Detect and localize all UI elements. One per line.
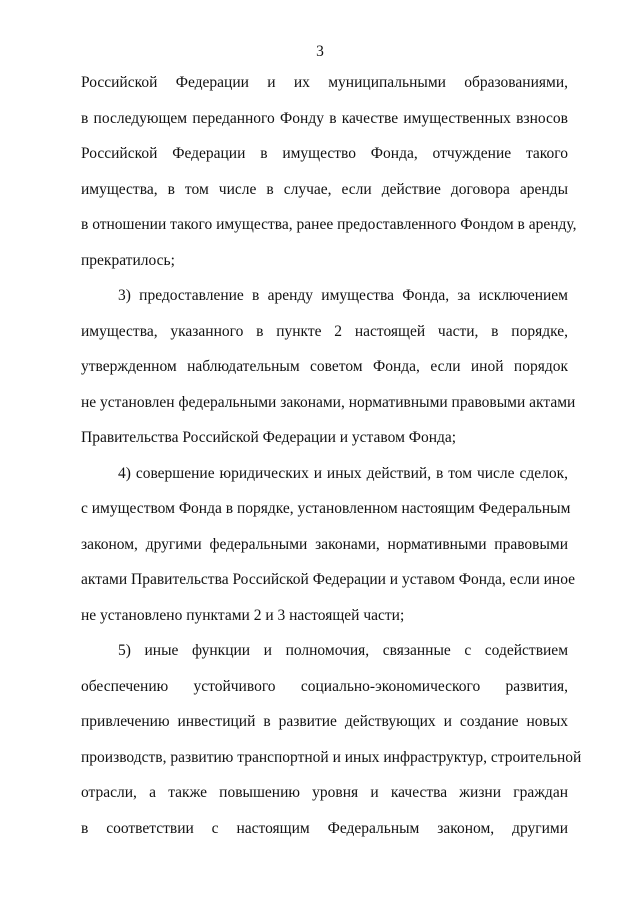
text-line: в последующем переданного Фонду в качестве имущественных взносов	[81, 110, 568, 127]
text-line: 3) предоставление в аренду имущества Фонда, за исключением	[118, 287, 568, 304]
text-line: обеспечению устойчивого социально-экономического развития,	[81, 678, 568, 695]
text-line: прекратилось;	[81, 252, 175, 269]
text-line: привлечению инвестиций в развитие действующих и создание новых	[81, 713, 568, 730]
text-line: законом, другими федеральными законами, нормативными правовыми	[81, 536, 568, 553]
text-line: отрасли, а также повышению уровня и качества жизни граждан	[81, 784, 568, 801]
text-line: не установлено пунктами 2 и 3 настоящей части;	[81, 607, 405, 624]
page-number: 3	[316, 43, 324, 60]
text-line: имущества, указанного в пункте 2 настоящей части, в порядке,	[81, 323, 568, 340]
text-line: не установлен федеральными законами, нормативными правовыми актами	[81, 394, 576, 411]
text-line: 4) совершение юридических и иных действий, в том числе сделок,	[118, 465, 568, 482]
text-line: 5) иные функции и полномочия, связанные с содействием	[118, 642, 568, 659]
text-line: актами Правительства Российской Федерации и уставом Фонда, если иное	[81, 571, 576, 588]
text-line: Правительства Российской Федерации и уставом Фонда;	[81, 429, 457, 446]
text-line: в соответствии с настоящим Федеральным законом, другими	[81, 820, 568, 837]
text-line: в отношении такого имущества, ранее предоставленного Фондом в аренду,	[81, 216, 577, 233]
text-line: с имуществом Фонда в порядке, установленном настоящим Федеральным	[81, 500, 571, 517]
text-line: имущества, в том числе в случае, если действие договора аренды	[81, 181, 568, 198]
text-line: утвержденном наблюдательным советом Фонда, если иной порядок	[81, 358, 568, 375]
text-line: Российской Федерации в имущество Фонда, отчуждение такого	[81, 145, 568, 162]
text-line: Российской Федерации и их муниципальными образованиями,	[81, 74, 568, 91]
text-line: производств, развитию транспортной и иных инфраструктур, строительной	[81, 749, 582, 766]
